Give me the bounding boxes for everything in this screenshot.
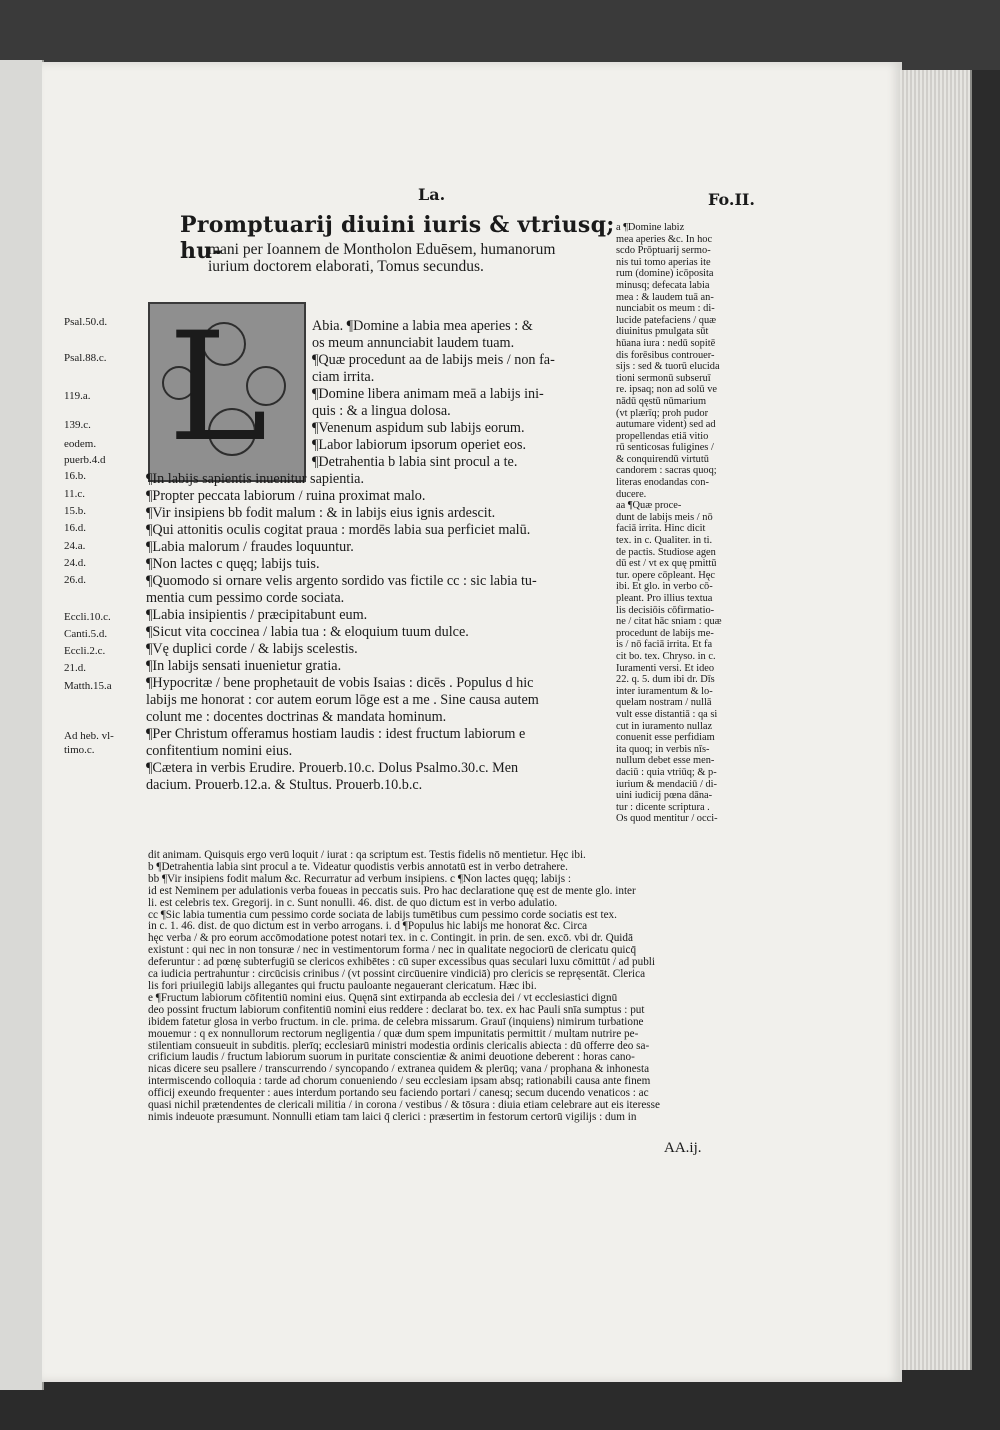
main-text-column (146, 318, 616, 794)
gloss-line: nādū qęstū nūmarium (616, 395, 707, 407)
gloss-line: sijs : sed & tuorū elucida (616, 361, 720, 373)
gloss-line: scdo Prōptuarij sermo- (616, 245, 711, 257)
text-line: ¶Vir insipiens bb fodit malum : & in labijs eius ignis ardescit. (146, 505, 496, 521)
gloss-line: tioni sermonū subseruī (616, 372, 711, 384)
title-line: iurium doctorem elaborati, Tomus secundus. (208, 258, 484, 275)
text-line: colunt me : docentes doctrinas & mandata hominum. (146, 709, 447, 725)
margin-note: 139.c. (64, 419, 91, 431)
gloss-line: cit bo. tex. Chryso. in c. (616, 650, 716, 662)
gloss-line: literas enodandas con- (616, 477, 709, 489)
text-line: confitentium nomini eius. (146, 743, 293, 759)
commentary-line: lis fori priuilegiū labijs allegantes qui fructu pauloante negauerant clericatum. Hæc ibi. (148, 979, 537, 992)
margin-note: Psal.50.d. (64, 316, 108, 328)
gloss-line: ne / citat hāc sniam : quæ (616, 616, 722, 628)
gloss-line: inter iuramentum & lo- (616, 685, 713, 697)
gloss-line: dunt de labijs meis / nō (616, 511, 713, 523)
commentary-line: id est Neminem per adulationis verba foueas in peccatis suis. Pro hac declaratione quę est de mente glo. inter (148, 884, 636, 897)
gloss-line: autumare vident) sed ad (616, 419, 716, 431)
gloss-line: dū est / vt ex quę pmittū (616, 558, 717, 570)
text-line: quis : & a lingua dolosa. (312, 403, 451, 419)
margin-note: 119.a. (64, 390, 91, 402)
margin-note: 26.d. (64, 574, 86, 586)
text-line: ¶Qui attonitis oculis cogitat praua : mordēs labia sua perficiet malū. (146, 522, 531, 538)
folio-number: Fo.II. (708, 190, 755, 209)
text-line: os meum annunciabit laudem tuam. (312, 335, 515, 351)
margin-note: Eccli.2.c. (64, 645, 106, 657)
gloss-line: faciā irrita. Hinc dicit (616, 523, 706, 535)
margin-note: Psal.88.c. (64, 352, 107, 364)
gloss-line: Iuramenti versi. Et ideo (616, 662, 715, 674)
gloss-line: is / nō faciā irrita. Et fa (616, 639, 713, 651)
gloss-line: ita quoq; in verbis nīs- (616, 743, 710, 755)
gloss-line: tur : dicente scriptura . (616, 801, 710, 813)
commentary-line: li. est celebris tex. Gregorij. in c. Sunt nonulli. 46. dist. de quo dictum est in verbo adulatio. (148, 896, 558, 909)
commentary-line: existunt : qui nec in non tonsuræ / nec in vestimentorum forma / nec in qualitate negociorū de clericatu quicq̄ (148, 944, 637, 957)
gloss-line: procedunt de labijs me- (616, 627, 714, 639)
book-title-continuation (208, 241, 628, 275)
commentary-line: deo possint fructum labiorum confitentiū nomini eius reddere : declarat bo. tex. ex hac Pauli snīa sumptus : put (148, 1003, 645, 1016)
commentary-line: intermiscendo colloquia : tarde ad chorum conueniendo / seu ecclesiam ipsam absq; rationabili causa ante finem (148, 1075, 651, 1088)
margin-note: timo.c. (64, 744, 95, 756)
margin-note: 24.a. (64, 540, 86, 552)
commentary-line: b ¶Detrahentia labia sint procul a te. Videatur quodistis verbis annotatū est in verbo detrahere. (148, 860, 568, 873)
commentary-line: bb ¶Vir insipiens fodit malum &c. Recurratur ad verbum insipiens. c ¶Non lactes quęq; labijs : (148, 872, 572, 885)
commentary-line: nicas dicere seu psallere / transcurrendo / syncopando / extranea quidem & plerūq; vana / prophana & inhonesta (148, 1063, 650, 1076)
commentary-line: stilentiam consueuit in subditis. plerīq; ecclesiarū ministri modestia ordinis clericalis abiecta : dū offerre deo sa- (148, 1039, 650, 1052)
text-line: ¶Vę duplici corde / & labijs scelestis. (146, 641, 358, 657)
gloss-line: hūana iura : nedū sopitē (616, 337, 716, 349)
margin-note: puerb.4.d (64, 454, 106, 466)
book-title-heading: Promptuarij diuini iuris & vtriusq; hu- (180, 212, 615, 264)
text-line: ¶Propter peccata labiorum / ruina proximat malo. (146, 488, 426, 504)
title-line: mani per Ioannem de Montholon Eduēsem, humanorum (208, 241, 556, 258)
margin-note: 16.d. (64, 522, 86, 534)
text-line: ¶Detrahentia b labia sint procul a te. (312, 454, 518, 470)
gloss-line: minusq; defecata labia (616, 279, 710, 291)
margin-note: 16.b. (64, 470, 86, 482)
gloss-line: mea : & laudem tuā an- (616, 291, 714, 303)
commentary-line: officij exeundo frequenter : aues interdum portando seu faciendo portari / canesq; secum ducendo venaticos : ac (148, 1087, 649, 1100)
commentary-line: ibidem fatetur glosa in verbo fructum. in cle. prima. de celebra missarum. Grauī (inquiens) nimirum turbatione (148, 1015, 644, 1028)
commentary-line: deferuntur : ad pœnę subterfugiū se clericos exhibētes : cū super excessibus quas seculari luxu cōmittūt / ad publi (148, 956, 656, 969)
text-line: ¶Non lactes c quęq; labijs tuis. (146, 556, 320, 572)
gloss-line: a ¶Domine labiz (616, 222, 685, 233)
gloss-line: ducere. (616, 488, 647, 500)
gloss-column (616, 222, 768, 825)
text-line: ¶Sicut vita coccinea / labia tua : & eloquium tuum dulce. (146, 624, 469, 640)
commentary-line: e ¶Fructum labiorum cōfitentiū nomini eius. Quęnā sint extirpanda ab ecclesia dei / vt ecclesiastici dignū (148, 991, 618, 1004)
text-line: ¶Per Christum offeramus hostiam laudis : idest fructum labiorum e (146, 726, 526, 742)
text-line: labijs me honorat : cor autem eorum lōge est a me . Sine causa autem (146, 692, 539, 708)
text-line: dacium. Prouerb.12.a. & Stultus. Prouerb.10.b.c. (146, 777, 423, 793)
gloss-line: aa ¶Quæ proce- (616, 500, 682, 512)
commentary-line: nimis indeuote præsumunt. Nonnulli etiam tam laici q̄ clerici : præsertim in festorum certorū vigilijs : dum in (148, 1110, 637, 1123)
gloss-line: lis decisiōis cōfirmatio- (616, 604, 715, 616)
gloss-line: rū senticosas fuligines / (616, 442, 714, 454)
margin-note: 24.d. (64, 557, 86, 569)
commentary-line: mouemur : q ex nonnullorum rectorum negligentia / quæ dum spem impunitatis permittit / multam nutrire pe- (148, 1027, 639, 1040)
margin-note: Ad heb. vl- (64, 730, 114, 742)
commentary-block (148, 850, 748, 1124)
commentary-line: dit animam. Quisquis ergo verū loquit / iurat : qa scriptum est. Testis fidelis nō mentietur. Hęc ibi. (148, 849, 586, 861)
gloss-line: rum (domine) icōposita (616, 268, 714, 280)
gloss-line: nunciabit os meum : di- (616, 303, 715, 315)
text-line: ¶Venenum aspidum sub labijs eorum. (312, 420, 525, 436)
text-line: ¶Quomodo si ornare velis argento sordido vas fictile cc : sic labia tu- (146, 573, 537, 589)
gloss-line: & conquirendū virtutū (616, 453, 709, 465)
page-block-edges (900, 70, 972, 1370)
gloss-line: propellendas etiā vitio (616, 430, 709, 442)
text-line: mentia cum pessimo corde sociata. (146, 590, 345, 606)
gloss-line: tur. opere cōpleant. Hęc (616, 569, 715, 581)
text-line: ¶Hypocritæ / bene prophetauit de vobis Isaias : dicēs . Populus d hic (146, 675, 534, 691)
gloss-line: daciū : quia vtriūq; & p- (616, 766, 717, 778)
gloss-line: de pactis. Studiose agen (616, 546, 716, 558)
text-line: ¶Cætera in verbis Erudire. Prouerb.10.c. Dolus Psalmo.30.c. Men (146, 760, 519, 776)
commentary-line: quasi nichil prætendentes de clericali militia / in corona / vestibus / & tōsura : diuia etiam celebrare aut eis iteresse (148, 1099, 660, 1112)
gloss-line: quelam nostram / nullā (616, 697, 712, 709)
text-line: Abia. ¶Domine a labia mea aperies : & (312, 318, 533, 334)
text-line: ¶Labia malorum / fraudes loquuntur. (146, 539, 354, 555)
margin-note: eodem. (64, 438, 97, 450)
text-line: ¶Domine libera animam meā a labijs ini- (312, 386, 544, 402)
gloss-line: uini iudicij pœna dāna- (616, 790, 713, 802)
gloss-line: lucide patefaciens / quæ (616, 314, 717, 326)
commentary-line: hęc verba / & pro eorum accōmodatione potest notari tex. in c. Contingit. in prin. de sen. excō. vbi dr. Quidā (148, 932, 633, 945)
gloss-line: tex. in c. Qualiter. in ti. (616, 535, 713, 547)
facing-page-edge (0, 60, 44, 1390)
gloss-line: ibi. Et glo. in verbo cō- (616, 581, 713, 593)
gloss-line: cut in iuramento nullaz (616, 720, 713, 732)
gloss-line: conuenit esse perfidiam (616, 732, 715, 744)
margin-note: 11.c. (64, 488, 85, 500)
signature-mark: AA.ij. (664, 1140, 702, 1156)
margin-note: 21.d. (64, 662, 86, 674)
margin-note: Canti.5.d. (64, 628, 108, 640)
text-line: ¶In labijs sapientis inuenitur sapientia. (146, 471, 365, 487)
gloss-line: pleant. Pro illius textua (616, 593, 713, 604)
scan-background (0, 0, 1000, 70)
gloss-line: mea aperies &c. In hoc (616, 233, 713, 245)
commentary-line: in c. 1. 46. dist. de quo dictum est in verbo arrogans. i. d ¶Populus hic labijs me honorat &c. Circa (148, 920, 588, 933)
text-line: ¶Labia insipientis / præcipitabunt eum. (146, 607, 368, 623)
gloss-line: dis forēsibus controuer- (616, 349, 715, 361)
gloss-line: (vt plærīq; proh pudor (616, 407, 709, 419)
commentary-line: crificium laudis / fructum labiorum suorum in puritate conscientiæ & animi deuotione deberent : horas cano- (148, 1051, 635, 1064)
margin-note: Eccli.10.c. (64, 611, 111, 623)
gloss-line: re. ipsaq; non ad solū ve (616, 384, 717, 396)
margin-note: Matth.15.a (64, 680, 112, 692)
margin-note: 15.b. (64, 505, 86, 517)
text-line: ¶Quæ procedunt aa de labijs meis / non fa- (312, 352, 555, 368)
gloss-line: diuinitus pmulgata sūt (616, 326, 709, 338)
gloss-line: vult esse distantiā : qa si (616, 708, 718, 720)
initial-letter: L (168, 301, 268, 475)
gloss-line: nullum debet esse men- (616, 755, 715, 767)
text-line: ¶In labijs sensati inuenietur gratia. (146, 658, 342, 674)
gloss-line: Os quod mentitur / occi- (616, 813, 718, 825)
commentary-line: ca iudicia pertrahuntur : circūcisis crinibus / (vt possint circūuenire vindiciā) pro clericis se repręsentāt. Clerica (148, 968, 646, 981)
gloss-line: iurium & mendaciū / di- (616, 778, 717, 790)
commentary-line: cc ¶Sic labia tumentia cum pessimo corde sociata de labijs tumētibus cum pessimo corde sociatis est tex. (148, 908, 617, 921)
text-line: ciam irrita. (312, 369, 375, 385)
text-line: ¶Labor labiorum ipsorum operiet eos. (312, 437, 527, 453)
gloss-line: nis tui tomo aperias ite (616, 256, 711, 268)
gloss-line: candorem : sacras quoq; (616, 465, 717, 477)
running-head: La. (418, 185, 446, 204)
gloss-line: 22. q. 5. dum ibi dr. Dīs (616, 674, 715, 686)
